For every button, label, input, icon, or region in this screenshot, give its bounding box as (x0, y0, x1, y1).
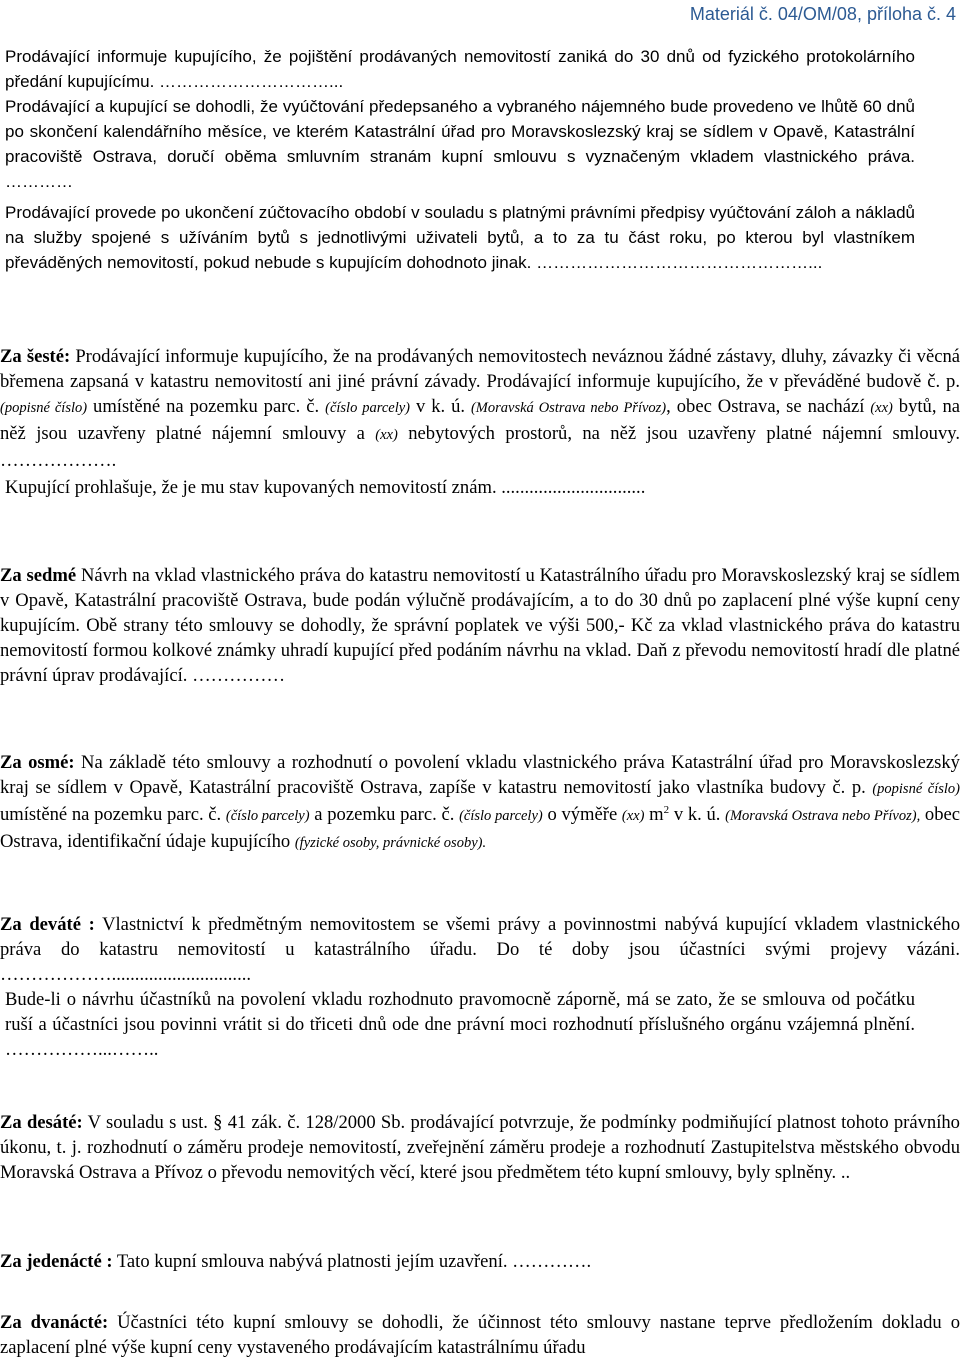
section-8-superscript: 2 (663, 803, 670, 816)
section-8-text-d: o výměře (542, 804, 622, 825)
section-10 (0, 1110, 960, 1185)
section-8-placeholder-area: (Moravská Ostrava nebo Přívoz), (725, 808, 921, 824)
section-11 (0, 1249, 960, 1274)
section-6 (0, 344, 960, 500)
section-6-placeholder-flats: (xx) (870, 400, 893, 416)
section-8-placeholder-area-size: (xx) (621, 808, 645, 824)
section-6-text-c: v k. ú. (410, 396, 471, 417)
section-6-placeholder-area: (Moravská Ostrava nebo Přívoz) (470, 400, 667, 416)
section-8-label: Za osmé: (0, 752, 75, 773)
section-6-text-a: Prodávající informuje kupujícího, že na prodávaných nemovitostech neváznou žádné zástavy, dluhy, závazky či věcná břemena zapsaná v katastru nemovitostí ani jiné právní závady. Prodávající informuje kupujícího, že v převáděné budově č. p. (0, 346, 960, 392)
section-12-text: Účastníci této kupní smlouvy se dohodli, že účinnost této smlouvy nastane teprve předložením dokladu o zaplacení plné výše kupní ceny vystaveného prodávajícím katastrálnímu úřadu (0, 1312, 960, 1358)
section-12-label: Za dvanácté: (0, 1312, 109, 1333)
section-6-text-b: umístěné na pozemku parc. č. (87, 396, 326, 417)
insurance-paragraph: Prodávající informuje kupujícího, že pojištění prodávaných nemovitostí zaniká do 30 dnů od fyzického protokolárního předání kupujícímu. …………………………... (5, 47, 915, 91)
section-10-label: Za desáté: (0, 1112, 83, 1133)
section-11-label: Za jedenácté : (0, 1251, 113, 1272)
section-12-paragraph (0, 1310, 960, 1360)
section-10-paragraph (0, 1110, 960, 1185)
section-6-buyer-statement: Kupující prohlašuje, že je mu stav kupovaných nemovitostí znám. ............................... (5, 477, 646, 498)
section-8-text-e: m (644, 804, 664, 825)
section-8-paragraph (0, 750, 960, 856)
section-9-paragraph-2: Bude-li o návrhu účastníků na povolení vkladu rozhodnuto pravomocně záporně, má se zato, že se smlouva od počátku ruší a účastníci jsou povinni vrátit si do třiceti dnů ode dne právní moci rozhodnutí příslušného orgánu vzájemná plnění. ……………...…….. (5, 989, 915, 1060)
section-8-placeholder-number: (popisné číslo) (872, 781, 960, 797)
section-7 (0, 563, 960, 688)
section-6-text-f: nebytových prostorů, na něž jsou uzavřeny platné nájemní smlouvy. ………………. (0, 423, 960, 471)
document-header: Materiál č. 04/OM/08, příloha č. 4 (689, 4, 956, 24)
section-6-placeholder-number: (popisné číslo) (0, 400, 88, 416)
section-10-text: V souladu s ust. § 41 zák. č. 128/2000 Sb. prodávající potvrzuje, že podmínky podmiňující platnost tohoto právního úkonu, t. j. rozhodnutí o záměru prodeje nemovitostí, zveřejnění záměru prodeje a rozhodnutí Zastupitelstva městského obvodu Moravská Ostrava a Přívoz o převodu nemovitých věcí, které jsou předmětem této kupní smlouvy, byly splněny. .. (0, 1112, 960, 1183)
section-8-placeholder-person: (fyzické osoby, právnické osoby). (294, 835, 487, 851)
section-8 (0, 750, 960, 856)
section-8-text-b: umístěné na pozemku parc. č. (0, 804, 226, 825)
section-9 (0, 912, 960, 1062)
section-8-placeholder-parcel: (číslo parcely) (225, 808, 310, 824)
section-8-text-g: obec Ostrava, identifikační údaje kupujícího (0, 804, 960, 852)
section-8-text-a: Na základě této smlouvy a rozhodnutí o povolení vkladu vlastnického práva Katastrální úřad pro Moravskoslezský kraj se sídlem v Opavě, Katastrální pracoviště Ostrava, zapíše v katastru nemovitostí jako vlastníka budovy č. p. (0, 752, 960, 798)
section-6-label: Za šesté: (0, 346, 71, 367)
section-6-text-d: , obec Ostrava, se nachází (666, 396, 871, 417)
section-7-text: Návrh na vklad vlastnického práva do katastru nemovitostí u Katastrálního úřadu pro Moravskoslezský kraj se sídlem v Opavě, Katastrální pracoviště Ostrava, bude podán výlučně prodávajícím, a to do 30 dnů po zaplacení plné výše kupní ceny kupujícím. Obě strany této smlouvy se dohodly, že správní poplatek ve výši 500,- Kč za vklad vlastnického práva do katastru nemovitostí formou kolkové známky uhradí kupující před podáním návrhu na vklad. Daň z převodu nemovitostí hradí dle platné právní úprav prodávající. …………… (0, 565, 960, 686)
section-9-label: Za deváté : (0, 914, 95, 935)
section-8-text-c: a pozemku parc. č. (309, 804, 460, 825)
section-11-paragraph (0, 1249, 960, 1274)
intro-section (0, 44, 960, 275)
services-settlement-paragraph: Prodávající provede po ukončení zúčtovacího období v souladu s platnými právními předpisy vyúčtování záloh a nákladů na služby spojené s užíváním bytů s jednotlivými uživateli bytů, a to za tu část roku, po kterou byl vlastníkem převáděných nemovitostí, pokud nebude s kupujícím dohodnoto jinak. …………………………………………... (5, 203, 915, 272)
section-8-placeholder-parcel-2: (číslo parcely) (459, 808, 543, 824)
section-7-label: Za sedmé (0, 565, 77, 586)
section-6-placeholder-parcel: (číslo parcely) (325, 400, 411, 416)
section-9-text-a: Vlastnictví k předmětným nemovitostem se všemi právy a povinnostmi nabývá kupující vkladem vlastnického práva do katastru nemovitostí u katastrálního úřadu. Do té doby jsou účastníci svými projevy vázáni. ……………….............................. (0, 914, 960, 985)
section-6-placeholder-nonres: (xx) (375, 427, 398, 443)
section-8-text-f: v k. ú. (669, 804, 726, 825)
section-6-text-e: bytů, na něž jsou uzavřeny platné nájemní smlouvy a (0, 396, 960, 444)
rent-settlement-paragraph: Prodávající a kupující se dohodli, že vyúčtování předepsaného a vybraného nájemného bude provedeno ve lhůtě 60 dnů po skončení kalendářního měsíce, ve kterém Katastrální úřad pro Moravskoslezský kraj se sídlem v Opavě, Katastrální pracoviště Ostrava, doručí oběma smluvním stranám kupní smlouvu s vyznačeným vkladem vlastnického práva. ………… (5, 97, 915, 191)
section-9-paragraph (0, 912, 960, 987)
section-7-paragraph (0, 563, 960, 688)
section-6-paragraph (0, 344, 960, 473)
section-11-text: Tato kupní smlouva nabývá platnosti jejím uzavření. …………. (112, 1251, 592, 1272)
section-12 (0, 1310, 960, 1360)
